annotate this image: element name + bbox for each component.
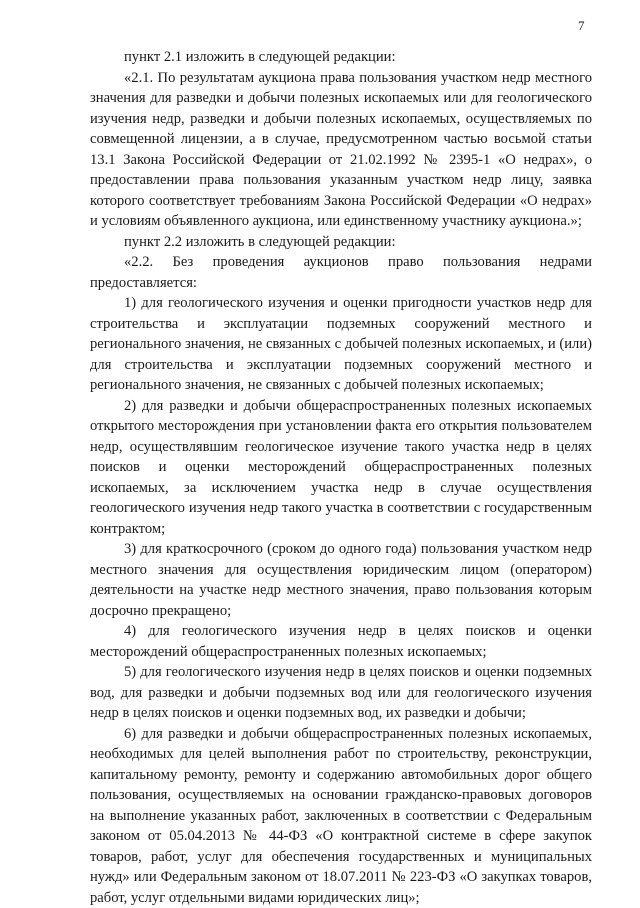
instruction-paragraph-2-1: пункт 2.1 изложить в следующей редакции: (90, 47, 592, 68)
list-item-1: 1) для геологического изучения и оценки пригодности участков недр для строительства и эксплуатации подземных сооружений местного и регионального значения, не связанных с добычей полезных ископаемых, и (или) для строительства и эксплуатации подземных сооружений местного и регионального значения, не связанных с добычей полезных ископаемых; (90, 293, 592, 396)
page-number: 7 (578, 18, 585, 34)
document-body (90, 47, 592, 908)
list-item-6: 6) для разведки и добычи общераспространенных полезных ископаемых, необходимых для целей выполнения работ по строительству, реконструкции, капитальному ремонту, ремонту и содержанию автомобильных дорог общего пользования, осуществляемых на основании гражданско-правовых договоров на выполнение указанных работ, заключенных в соответствии с Федеральным законом от 05.04.2013 № 44-ФЗ «О контрактной системе в сфере закупок товаров, работ, услуг для обеспечения государственных и муниципальных нужд» или Федеральным законом от 18.07.2011 № 223-ФЗ «О закупках товаров, работ, услуг отдельными видами юридических лиц»; (90, 724, 592, 908)
list-item-4: 4) для геологического изучения недр в целях поисков и оценки месторождений общераспространенных полезных ископаемых; (90, 621, 592, 662)
list-item-5: 5) для геологического изучения недр в целях поисков и оценки подземных вод, для разведки и добычи подземных вод или для геологического изучения недр в целях поисков и оценки подземных вод, их разведки и добычи; (90, 662, 592, 724)
list-item-2: 2) для разведки и добычи общераспространенных полезных ископаемых открытого месторождения при установлении факта его открытия пользователем недр, осуществлявшим геологическое изучение такого участка недр в целях поисков и оценки месторождений общераспространенных полезных ископаемых, за исключением участка недр в случае осуществления геологического изучения недр такого участка в соответствии с государственным контрактом; (90, 396, 592, 540)
list-item-3: 3) для краткосрочного (сроком до одного года) пользования участком недр местного значения для осуществления юридическим лицом (оператором) деятельности на участке недр местного значения, право пользования которым досрочно прекращено; (90, 539, 592, 621)
clause-2-2-intro: «2.2. Без проведения аукционов право пользования недрами предоставляется: (90, 252, 592, 293)
clause-2-1-paragraph: «2.1. По результатам аукциона права пользования участком недр местного значения для разведки и добычи полезных ископаемых или для геологического изучения недр, разведки и добычи полезных ископаемых, осуществляемых по совмещенной лицензии, а в случае, предусмотренном частью восьмой статьи 13.1 Закона Российской Федерации от 21.02.1992 № 2395-1 «О недрах», о предоставлении права пользования указанным участком недр лицу, заявка которого соответствует требованиям Закона Российской Федерации «О недрах» и условиям объявленного аукциона, или единственному участнику аукциона.»; (90, 68, 592, 232)
instruction-paragraph-2-2: пункт 2.2 изложить в следующей редакции: (90, 232, 592, 253)
